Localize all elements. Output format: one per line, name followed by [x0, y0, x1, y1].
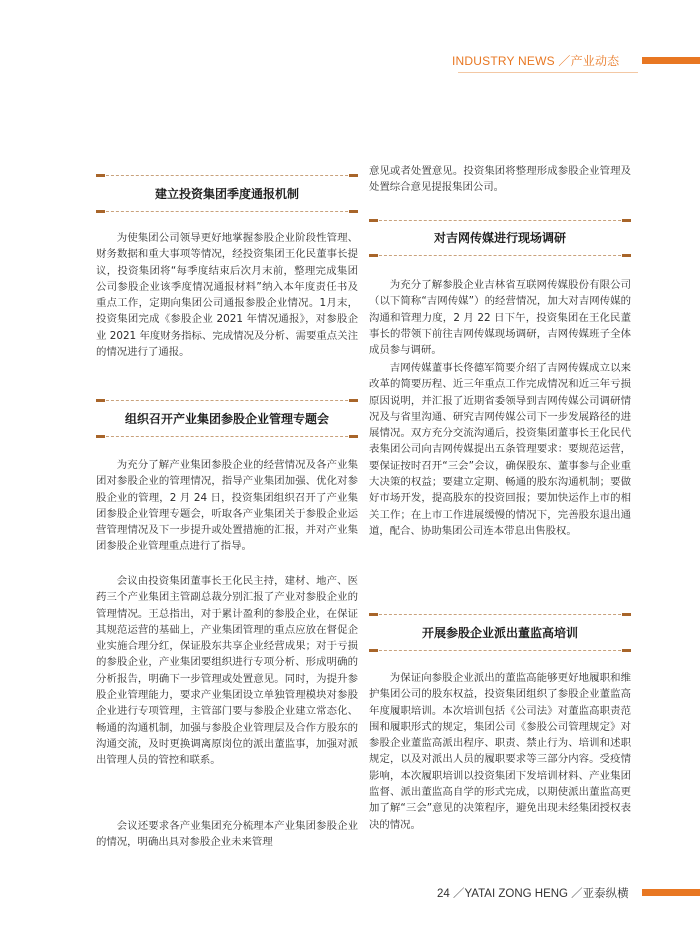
- section-header-label: INDUSTRY NEWS ／产业动态: [452, 54, 620, 68]
- section-rule: [369, 255, 631, 256]
- section-rule: [96, 175, 358, 176]
- section-title-management-meeting: 组织召开产业集团参股企业管理专题会: [124, 412, 329, 426]
- header-divider: [458, 72, 638, 73]
- page-footer: 24 ／YATAI ZONG HENG ／亚泰纵横: [437, 888, 629, 900]
- paragraph-continued: 意见或者处置意见。投资集团将整理形成参股企业管理及处置综合意见提报集团公司。: [369, 165, 631, 194]
- section-rule: [369, 220, 631, 221]
- paragraph: 为充分了解产业集团参股企业的经营情况及各产业集团对参股企业的管理情况，指导产业集团加强、优化对参股企业的管理，2 月 24 日，投资集团组织召开了产业集团参股企业管理专题会，听取各产业集团关于参股企业运营管理情况及下一步提升或处置措施的汇报，并对产业集团参股企业管理重点进行了指导。: [96, 459, 358, 553]
- section-rule: [96, 400, 358, 401]
- section-rule: [96, 211, 358, 212]
- paragraph: 会议由投资集团董事长王化民主持，建材、地产、医药三个产业集团主管副总裁分别汇报了产业对参股企业的管理情况。王总指出，对于累计盈利的参股企业，在保证其规范运营的基础上，产业集团管理的重点应放在督促企业实施合理分红，保证股东共享企业经营成果；对于亏损的参股企业，产业集团要组织进行专项分析、形成明确的分析报告，明确下一步管理或处置意见。同时，为提升参股企业管理能力，要求产业集团设立单独管理模块对参股企业进行专项管理，主管部门要与参股企业建立常态化、畅通的沟通机制，加强与参股企业管理层及合作方股东的沟通交流，及时更换调离原岗位的派出董监事，加强对派出管理人员的管控和联系。: [96, 575, 358, 767]
- section-title-site-research: 对吉网传媒进行现场调研: [433, 231, 566, 245]
- paragraph: 为充分了解参股企业吉林省互联网传媒股份有限公司（以下简称“吉网传媒”）的经营情况，加大对吉网传媒的沟通和管理力度，2 月 22 日下午，投资集团在王化民董事长的带领下前往吉网传媒现场调研，吉网传媒班子全体成员参与调研。: [369, 279, 631, 357]
- section-rule: [96, 436, 358, 437]
- paragraph: 会议还要求各产业集团充分梳理本产业集团参股企业的情况，明确出具对参股企业未来管理: [96, 820, 358, 849]
- section-rule: [369, 650, 631, 651]
- header-accent-bar: [642, 57, 700, 64]
- section-title-director-training: 开展参股企业派出董监高培训: [421, 626, 578, 640]
- paragraph: 为使集团公司领导更好地掌握参股企业阶段性管理、财务数据和重大事项等情况，经投资集团王化民董事长提议，投资集团将“每季度结束后次月末前，整理完成集团公司参股企业该季度情况通报材料”纳入本年度责任书及重点工作，定期向集团公司通报参股企业情况。1月末，投资集团完成《参股企业 2021 年情况通报》，对参股企业 2021 年度财务指标、完成情况及分析、需要重点关注的情况进行了通报。: [96, 232, 358, 359]
- footer-accent-bar: [642, 889, 700, 896]
- section-title-quarterly-report: 建立投资集团季度通报机制: [154, 187, 299, 201]
- paragraph: 吉网传媒董事长佟德军简要介绍了吉网传媒成立以来改革的简要历程、近三年重点工作完成情况和近三年亏损原因说明，并汇报了近期省委领导到吉网传媒公司调研情况及与省里沟通、研究吉网传媒公司下一步发展路径的进展情况。双方充分交流沟通后，投资集团董事长王化民代表集团公司向吉网传媒提出五条管理要求：要规范运营，要保证按时召开“三会”会议，确保股东、董事参与企业重大决策的权益；要建立定期、畅通的股东沟通机制；要做好市场开发，提高股东的投资回报；要加快运作上市的相关工作；在上市工作进展缓慢的情况下，完善股东退出通道，配合、协助集团公司连本带息出售股权。: [369, 362, 631, 537]
- section-rule: [369, 614, 631, 615]
- paragraph: 为保证向参股企业派出的董监高能够更好地履职和维护集团公司的股东权益，投资集团组织了参股企业董监高年度履职培训。本次培训包括《公司法》对董监高职责范围和履职形式的规定，集团公司《参股公司管理规定》对参股企业董监高派出程序、职责、禁止行为、培训和述职规定，以及对派出人员的履职要求等三部分内容。受疫情影响，本次履职培训以投资集团下发培训材料、产业集团监督、派出董监高自学的形式完成，以期使派出董监高更加了解“三会”意见的决策程序，避免出现未经集团授权表决的情况。: [369, 672, 631, 831]
